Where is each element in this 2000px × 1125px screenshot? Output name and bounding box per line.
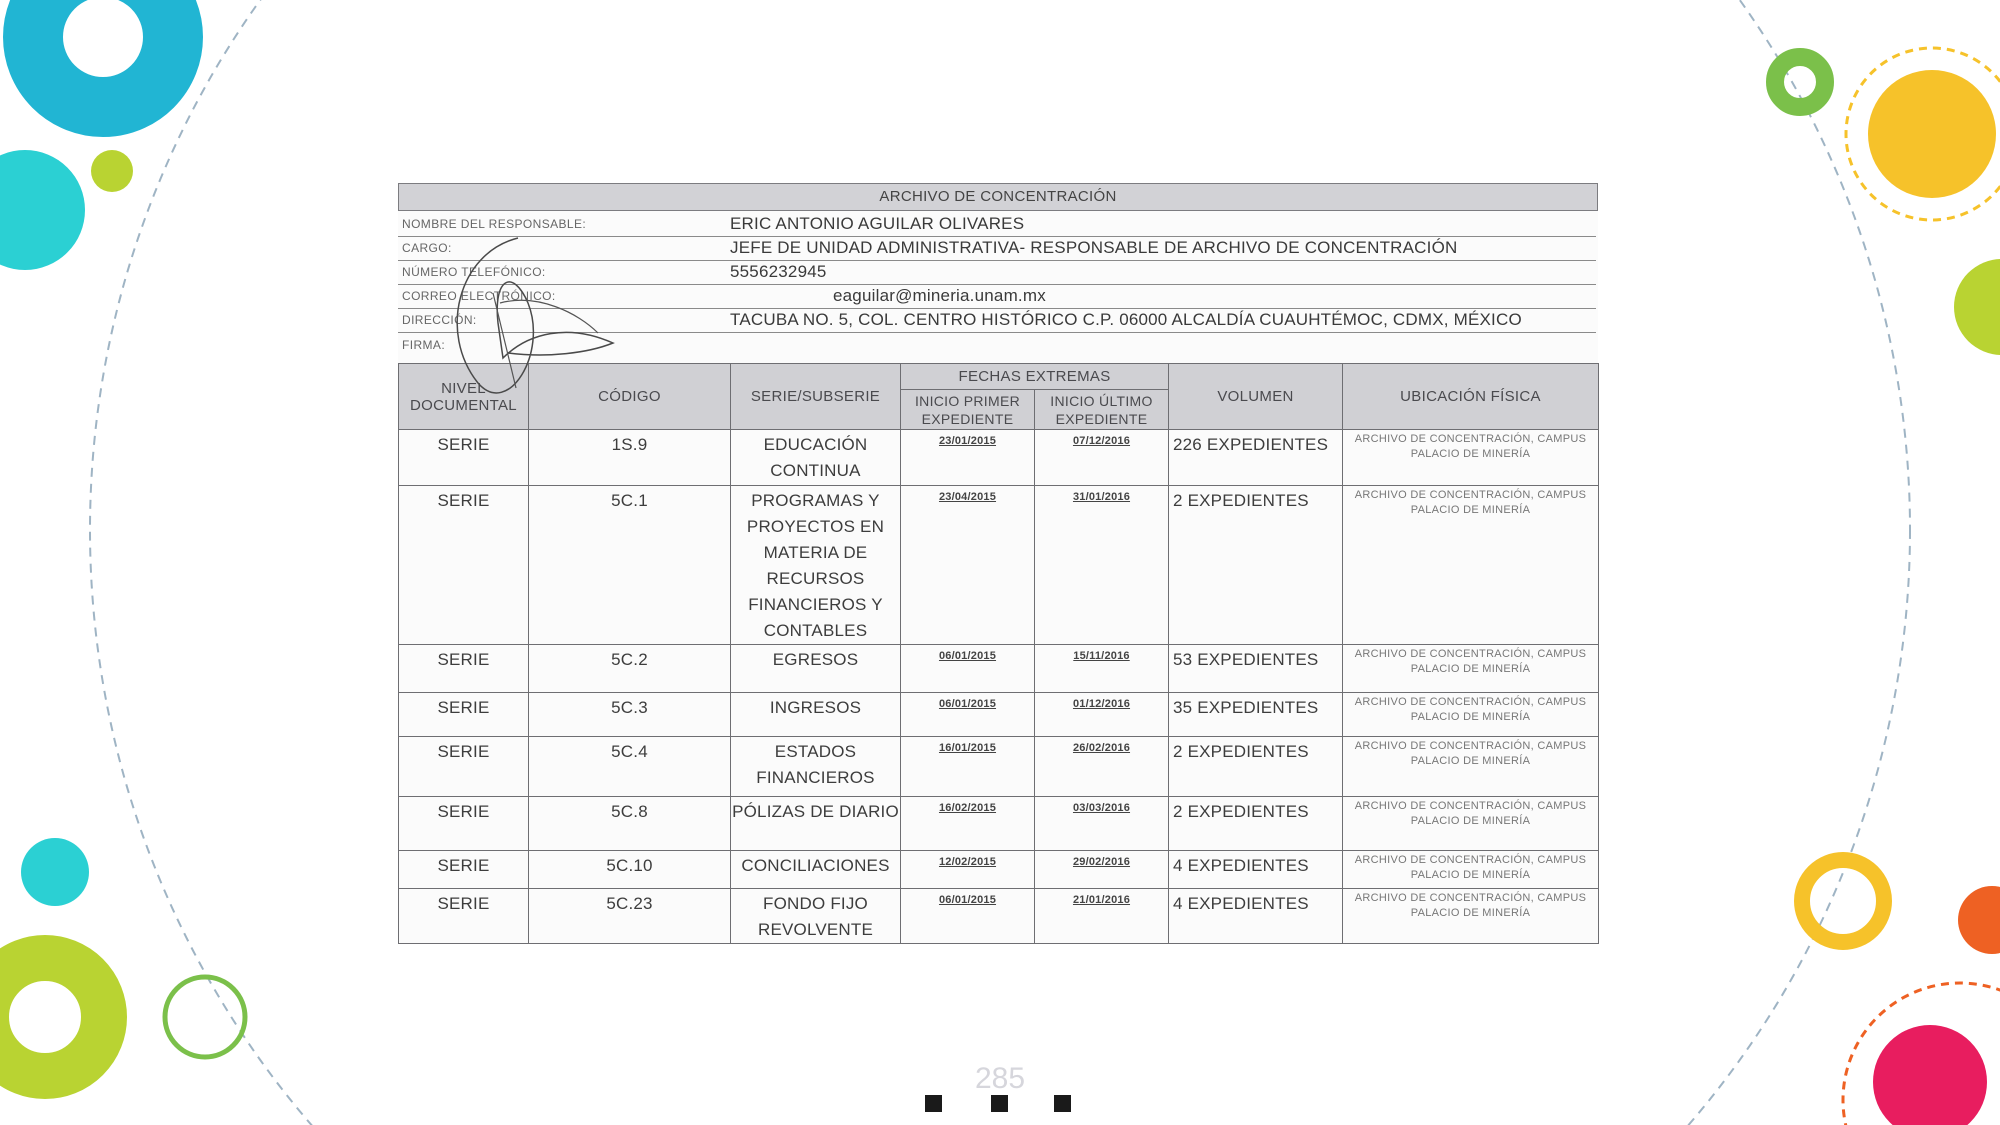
- cell-ubicacion: ARCHIVO DE CONCENTRACIÓN, CAMPUS PALACIO DE MINERÍA: [1343, 693, 1599, 737]
- info-row-correo: [398, 284, 1596, 309]
- cell-ubicacion: ARCHIVO DE CONCENTRACIÓN, CAMPUS PALACIO DE MINERÍA: [1343, 486, 1599, 645]
- cell-nivel: SERIE: [399, 737, 529, 797]
- cell-volumen: 226 EXPEDIENTES: [1169, 430, 1343, 486]
- cell-volumen: 2 EXPEDIENTES: [1169, 737, 1343, 797]
- info-row-telefono: [398, 260, 1596, 285]
- table-row: [399, 645, 1599, 693]
- cell-nivel: SERIE: [399, 430, 529, 486]
- info-label: NOMBRE DEL RESPONSABLE:: [402, 217, 587, 231]
- pink-circle: [1873, 1025, 1987, 1125]
- cell-inicio-primer: 16/02/2015: [901, 797, 1035, 851]
- cell-codigo: 5C.10: [529, 851, 731, 889]
- cell-inicio-ultimo: 15/11/2016: [1035, 645, 1169, 693]
- blue-ring-circle: [33, 0, 173, 107]
- yellow-circle: [1868, 70, 1996, 198]
- info-value: 5556232945: [730, 262, 827, 281]
- cell-volumen: 2 EXPEDIENTES: [1169, 797, 1343, 851]
- cell-inicio-primer: 06/01/2015: [901, 889, 1035, 944]
- cell-serie: CONCILIACIONES: [731, 851, 901, 889]
- cell-ubicacion: ARCHIVO DE CONCENTRACIÓN, CAMPUS PALACIO DE MINERÍA: [1343, 430, 1599, 486]
- lime-ring-circle: [0, 958, 104, 1076]
- cell-volumen: 4 EXPEDIENTES: [1169, 851, 1343, 889]
- info-value: TACUBA NO. 5, COL. CENTRO HISTÓRICO C.P. 06000 ALCALDÍA CUAUHTÉMOC, CDMX, MÉXICO: [730, 310, 1522, 329]
- cell-codigo: 5C.1: [529, 486, 731, 645]
- cell-codigo: 5C.8: [529, 797, 731, 851]
- cell-nivel: SERIE: [399, 889, 529, 944]
- cell-inicio-ultimo: 07/12/2016: [1035, 430, 1169, 486]
- cell-inicio-ultimo: 31/01/2016: [1035, 486, 1169, 645]
- orange-circle: [1958, 886, 2000, 954]
- cell-volumen: 53 EXPEDIENTES: [1169, 645, 1343, 693]
- lime-small-circle: [91, 150, 133, 192]
- cell-serie: PÓLIZAS DE DIARIO: [731, 797, 901, 851]
- table-row: [399, 797, 1599, 851]
- teal-circle: [0, 150, 85, 270]
- cell-inicio-primer: 12/02/2015: [901, 851, 1035, 889]
- cell-volumen: 35 EXPEDIENTES: [1169, 693, 1343, 737]
- page-number: 285: [974, 1062, 1026, 1095]
- table-row: [399, 889, 1599, 944]
- nav-dot-1: [925, 1095, 942, 1112]
- info-row-cargo: [398, 236, 1596, 261]
- info-label: DIRECCIÓN:: [402, 313, 477, 327]
- table-row: [399, 430, 1599, 486]
- cell-ubicacion: ARCHIVO DE CONCENTRACIÓN, CAMPUS PALACIO DE MINERÍA: [1343, 889, 1599, 944]
- header-codigo: CÓDIGO: [529, 364, 731, 430]
- cell-nivel: SERIE: [399, 693, 529, 737]
- cell-nivel: SERIE: [399, 797, 529, 851]
- cell-serie: INGRESOS: [731, 693, 901, 737]
- table-row: [399, 851, 1599, 889]
- info-row-direccion: [398, 308, 1596, 333]
- cell-inicio-primer: 06/01/2015: [901, 693, 1035, 737]
- cell-serie: EDUCACIÓN CONTINUA: [731, 430, 901, 486]
- info-value: JEFE DE UNIDAD ADMINISTRATIVA- RESPONSABLE DE ARCHIVO DE CONCENTRACIÓN: [730, 238, 1458, 257]
- cell-codigo: 1S.9: [529, 430, 731, 486]
- teal-small-circle: [21, 838, 89, 906]
- header-ubicacion: UBICACIÓN FÍSICA: [1343, 364, 1599, 430]
- header-nivel: NIVEL DOCUMENTAL: [399, 364, 529, 430]
- cell-inicio-ultimo: 26/02/2016: [1035, 737, 1169, 797]
- info-value: eaguilar@mineria.unam.mx: [833, 286, 1046, 305]
- cell-nivel: SERIE: [399, 486, 529, 645]
- green-outline-circle: [165, 977, 245, 1057]
- cell-serie: PROGRAMAS Y PROYECTOS EN MATERIA DE RECURSOS FINANCIEROS Y CONTABLES: [731, 486, 901, 645]
- cell-codigo: 5C.3: [529, 693, 731, 737]
- table-row: [399, 486, 1599, 645]
- green-ring-circle: [1775, 57, 1825, 107]
- cell-inicio-ultimo: 03/03/2016: [1035, 797, 1169, 851]
- lime-right-circle: [1954, 259, 2000, 355]
- header-serie: SERIE/SUBSERIE: [731, 364, 901, 430]
- info-row-responsable: [398, 212, 1596, 237]
- cell-codigo: 5C.4: [529, 737, 731, 797]
- cell-codigo: 5C.2: [529, 645, 731, 693]
- header-inicio-primer: INICIO PRIMER EXPEDIENTE: [901, 390, 1035, 430]
- nav-dot-3: [1054, 1095, 1071, 1112]
- cell-ubicacion: ARCHIVO DE CONCENTRACIÓN, CAMPUS PALACIO DE MINERÍA: [1343, 645, 1599, 693]
- cell-ubicacion: ARCHIVO DE CONCENTRACIÓN, CAMPUS PALACIO DE MINERÍA: [1343, 797, 1599, 851]
- signature-label: FIRMA:: [402, 338, 446, 352]
- table-row: [399, 737, 1599, 797]
- cell-ubicacion: ARCHIVO DE CONCENTRACIÓN, CAMPUS PALACIO DE MINERÍA: [1343, 851, 1599, 889]
- cell-inicio-ultimo: 01/12/2016: [1035, 693, 1169, 737]
- scanned-document: [398, 183, 1598, 943]
- cell-ubicacion: ARCHIVO DE CONCENTRACIÓN, CAMPUS PALACIO DE MINERÍA: [1343, 737, 1599, 797]
- table-row: [399, 693, 1599, 737]
- cell-nivel: SERIE: [399, 645, 529, 693]
- cell-volumen: 4 EXPEDIENTES: [1169, 889, 1343, 944]
- cell-volumen: 2 EXPEDIENTES: [1169, 486, 1343, 645]
- info-label: NÚMERO TELEFÓNICO:: [402, 265, 546, 279]
- cell-inicio-primer: 06/01/2015: [901, 645, 1035, 693]
- info-value: ERIC ANTONIO AGUILAR OLIVARES: [730, 214, 1025, 233]
- cell-inicio-ultimo: 21/01/2016: [1035, 889, 1169, 944]
- cell-inicio-primer: 23/04/2015: [901, 486, 1035, 645]
- info-label: CORREO ELECTRÓNICO:: [402, 289, 556, 303]
- yellow-ring-circle: [1802, 860, 1884, 942]
- nav-dot-2: [991, 1095, 1008, 1112]
- header-fechas: FECHAS EXTREMAS: [901, 364, 1169, 390]
- records-table: [398, 363, 1599, 944]
- info-label: CARGO:: [402, 241, 452, 255]
- cell-inicio-primer: 16/01/2015: [901, 737, 1035, 797]
- cell-nivel: SERIE: [399, 851, 529, 889]
- header-volumen: VOLUMEN: [1169, 364, 1343, 430]
- cell-codigo: 5C.23: [529, 889, 731, 944]
- cell-serie: FONDO FIJO REVOLVENTE: [731, 889, 901, 944]
- cell-serie: EGRESOS: [731, 645, 901, 693]
- cell-serie: ESTADOS FINANCIEROS: [731, 737, 901, 797]
- document-title: ARCHIVO DE CONCENTRACIÓN: [398, 183, 1598, 211]
- cell-inicio-primer: 23/01/2015: [901, 430, 1035, 486]
- header-inicio-ultimo: INICIO ÚLTIMO EXPEDIENTE: [1035, 390, 1169, 430]
- cell-inicio-ultimo: 29/02/2016: [1035, 851, 1169, 889]
